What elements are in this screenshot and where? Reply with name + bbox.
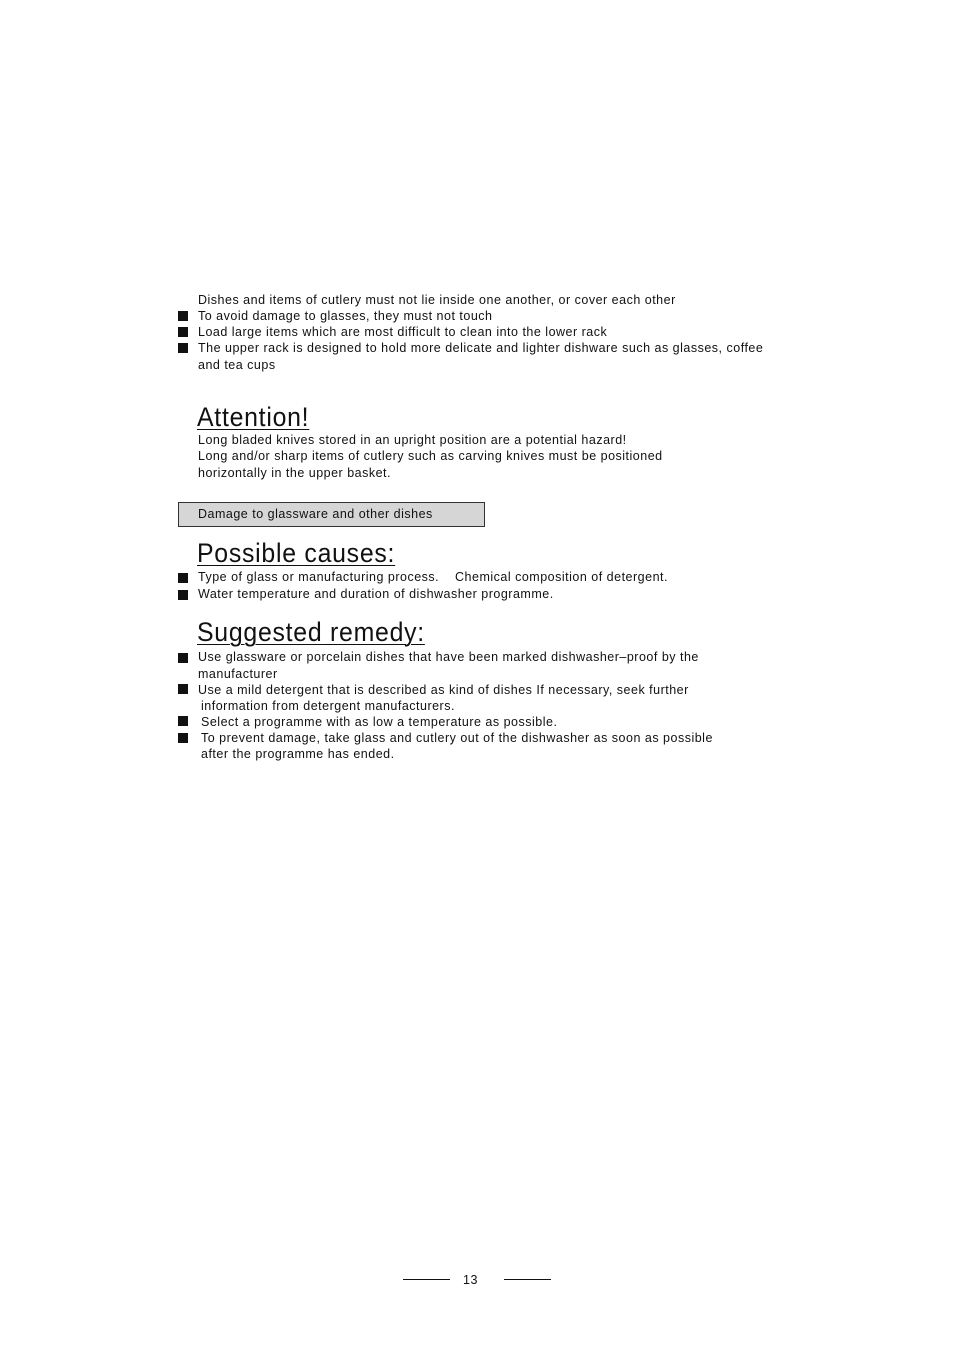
cause-item: Water temperature and duration of dishwasher programme. xyxy=(198,587,554,601)
loading-tip-item: The upper rack is designed to hold more delicate and lighter dishware such as glasses, coffee xyxy=(198,341,764,355)
loading-tip-item-continuation: and tea cups xyxy=(198,358,276,372)
bullet-square-icon xyxy=(178,327,188,337)
attention-line: Long and/or sharp items of cutlery such as carving knives must be positioned xyxy=(198,449,663,463)
bullet-square-icon xyxy=(178,573,188,583)
loading-tip-item: To avoid damage to glasses, they must not touch xyxy=(198,309,493,323)
suggested-remedy-heading: Suggested remedy: xyxy=(197,617,425,647)
bullet-square-icon xyxy=(178,653,188,663)
possible-causes-heading: Possible causes: xyxy=(197,538,396,568)
remedy-item-continuation: after the programme has ended. xyxy=(201,747,395,761)
cause-item: Type of glass or manufacturing process. Chemical composition of detergent. xyxy=(198,570,668,584)
bullet-square-icon xyxy=(178,716,188,726)
bullet-square-icon xyxy=(178,684,188,694)
bullet-square-icon xyxy=(178,733,188,743)
footer-rule-right xyxy=(504,1279,551,1280)
page-number: 13 xyxy=(463,1273,478,1287)
remedy-item: To prevent damage, take glass and cutlery out of the dishwasher as soon as possible xyxy=(201,731,713,745)
loading-tip-intro: Dishes and items of cutlery must not lie inside one another, or cover each other xyxy=(198,293,676,307)
damage-section-title-box xyxy=(178,502,485,527)
remedy-item-continuation: manufacturer xyxy=(198,667,278,681)
loading-tip-item: Load large items which are most difficult to clean into the lower rack xyxy=(198,325,608,339)
bullet-square-icon xyxy=(178,590,188,600)
remedy-item: Use a mild detergent that is described as kind of dishes If necessary, seek further xyxy=(198,683,689,697)
remedy-item: Use glassware or porcelain dishes that have been marked dishwasher–proof by the xyxy=(198,650,699,664)
remedy-item: Select a programme with as low a temperature as possible. xyxy=(201,715,558,729)
footer-rule-left xyxy=(403,1279,450,1280)
attention-line: Long bladed knives stored in an upright position are a potential hazard! xyxy=(198,433,627,447)
remedy-item-continuation: information from detergent manufacturers. xyxy=(201,699,455,713)
damage-section-title: Damage to glassware and other dishes xyxy=(198,507,433,521)
attention-heading: Attention! xyxy=(197,402,310,432)
attention-line: horizontally in the upper basket. xyxy=(198,466,391,480)
bullet-square-icon xyxy=(178,311,188,321)
bullet-square-icon xyxy=(178,343,188,353)
